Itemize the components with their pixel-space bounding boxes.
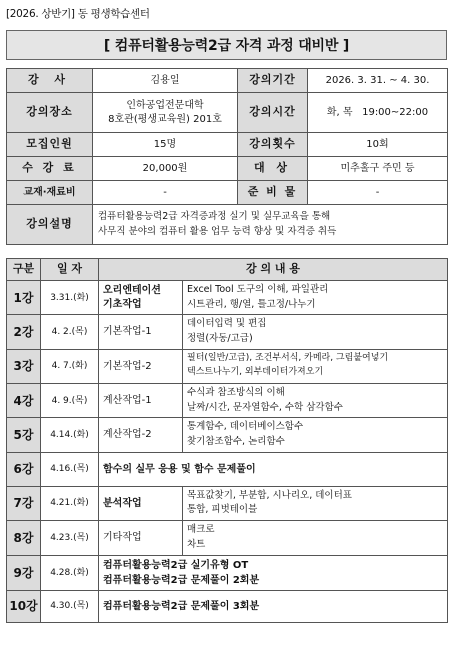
schedule-row <box>7 315 448 349</box>
session-date: 4.23.(목) <box>41 521 99 555</box>
session-date: 4.28.(화) <box>41 555 99 590</box>
schedule-row <box>7 555 448 590</box>
session-detail <box>183 349 448 383</box>
session-detail-line: 텍스트나누기, 외부데이터가져오기 <box>187 367 324 378</box>
session-date: 4.21.(화) <box>41 486 99 520</box>
target-value: 미추홀구 주민 등 <box>308 157 448 181</box>
session-detail-line: 차트 <box>187 538 206 550</box>
session-detail <box>183 486 448 520</box>
schedule-header-no: 구분 <box>7 259 41 281</box>
period-value: 2026. 3. 31. ~ 4. 30. <box>308 69 448 93</box>
session-detail <box>183 315 448 349</box>
session-full-content <box>99 590 448 622</box>
schedule-row <box>7 418 448 452</box>
session-number: 5강 <box>7 418 41 452</box>
session-topic: 기본작업-2 <box>99 349 183 383</box>
session-date: 4.14.(화) <box>41 418 99 452</box>
period-label: 강의기간 <box>238 69 308 93</box>
instructor-label: 강 사 <box>7 69 93 93</box>
session-number: 4강 <box>7 383 41 417</box>
session-number: 7강 <box>7 486 41 520</box>
fee-value: 20,000원 <box>93 157 238 181</box>
schedule-table <box>6 258 448 623</box>
description-line-1: 컴퓨터활용능력2급 자격증과정 실기 및 실무교육을 통해 <box>98 210 331 222</box>
schedule-row <box>7 521 448 555</box>
venue-label: 강의장소 <box>7 93 93 133</box>
schedule-row <box>7 590 448 622</box>
session-topic: 계산작업-1 <box>99 383 183 417</box>
session-detail-line: 찾기참조함수, 논리함수 <box>187 436 285 448</box>
session-detail-line: 데이터입력 및 편집 <box>187 318 267 330</box>
session-detail-line: 통계함수, 데이터베이스함수 <box>187 421 304 433</box>
page-title: [ 컴퓨터활용능력2급 자격 과정 대비반 ] <box>6 30 447 60</box>
session-number: 2강 <box>7 315 41 349</box>
session-full-content <box>99 452 448 486</box>
session-detail-line: 시트관리, 행/열, 틀고정/나누기 <box>187 298 316 310</box>
session-full-line: 컴퓨터활용능력2급 실기유형 OT <box>103 559 249 571</box>
session-topic: 분석작업 <box>99 486 183 520</box>
supplies-value: - <box>308 181 448 205</box>
time-value: 화, 목 19:00~22:00 <box>308 93 448 133</box>
sessions-label: 강의횟수 <box>238 133 308 157</box>
session-detail-line: 매크로 <box>187 524 215 536</box>
instructor-value: 김용일 <box>93 69 238 93</box>
session-number: 8강 <box>7 521 41 555</box>
session-topic: 계산작업-2 <box>99 418 183 452</box>
venue-value <box>93 93 238 133</box>
time-label: 강의시간 <box>238 93 308 133</box>
session-full-line: 함수의 실무 응용 및 함수 문제풀이 <box>103 463 256 475</box>
session-detail <box>183 383 448 417</box>
schedule-row <box>7 452 448 486</box>
session-topic: 기타작업 <box>99 521 183 555</box>
session-date: 4. 9.(목) <box>41 383 99 417</box>
session-detail-line: 날짜/시간, 문자열함수, 수학 삼각함수 <box>187 401 343 413</box>
course-info-table <box>6 68 448 245</box>
session-detail <box>183 281 448 315</box>
schedule-header-date: 일 자 <box>41 259 99 281</box>
supplies-label: 준 비 물 <box>238 181 308 205</box>
session-date: 3.31.(화) <box>41 281 99 315</box>
materials-label: 교재·재료비 <box>7 181 93 205</box>
session-detail-line: Excel Tool 도구의 이해, 파일관리 <box>187 284 329 295</box>
description-label: 강의설명 <box>7 205 93 245</box>
description-value <box>93 205 448 245</box>
capacity-value: 15명 <box>93 133 238 157</box>
session-detail-line: 필터(일반/고급), 조건부서식, 카메라, 그림붙여넣기 <box>187 353 389 364</box>
schedule-row <box>7 486 448 520</box>
session-topic: 기본작업-1 <box>99 315 183 349</box>
session-detail-line: 목표값찾기, 부분합, 시나리오, 데이터표 <box>187 489 352 501</box>
header-line: [2026. 상반기] 동 평생학습센터 <box>6 8 150 20</box>
session-detail-line: 정렬(자동/고급) <box>187 333 253 345</box>
session-number: 6강 <box>7 452 41 486</box>
session-detail-line: 통합, 피벗테이블 <box>187 504 258 516</box>
session-full-line: 컴퓨터활용능력2급 문제풀이 3회분 <box>103 600 260 612</box>
session-date: 4. 2.(목) <box>41 315 99 349</box>
session-full-content <box>99 555 448 590</box>
venue-line-1: 인하공업전문대학 <box>126 100 204 111</box>
capacity-label: 모집인원 <box>7 133 93 157</box>
session-date: 4. 7.(화) <box>41 349 99 383</box>
sessions-value: 10회 <box>308 133 448 157</box>
schedule-row <box>7 349 448 383</box>
session-number: 9강 <box>7 555 41 590</box>
target-label: 대 상 <box>238 157 308 181</box>
session-topic: 오리엔테이션 기초작업 <box>99 281 183 315</box>
session-number: 10강 <box>7 590 41 622</box>
schedule-row <box>7 383 448 417</box>
session-number: 1강 <box>7 281 41 315</box>
session-detail <box>183 418 448 452</box>
materials-value: - <box>93 181 238 205</box>
fee-label: 수 강 료 <box>7 157 93 181</box>
session-detail-line: 수식과 참조방식의 이해 <box>187 386 285 398</box>
session-detail <box>183 521 448 555</box>
schedule-header-content: 강 의 내 용 <box>99 259 448 281</box>
schedule-row <box>7 281 448 315</box>
venue-line-2: 8호관(평생교육원) 201호 <box>108 113 222 125</box>
session-full-line: 컴퓨터활용능력2급 문제풀이 2회분 <box>103 574 260 586</box>
session-date: 4.30.(목) <box>41 590 99 622</box>
session-date: 4.16.(목) <box>41 452 99 486</box>
description-line-2: 사무직 분야의 컴퓨터 활용 업무 능력 향상 및 자격증 취득 <box>98 225 337 237</box>
session-number: 3강 <box>7 349 41 383</box>
